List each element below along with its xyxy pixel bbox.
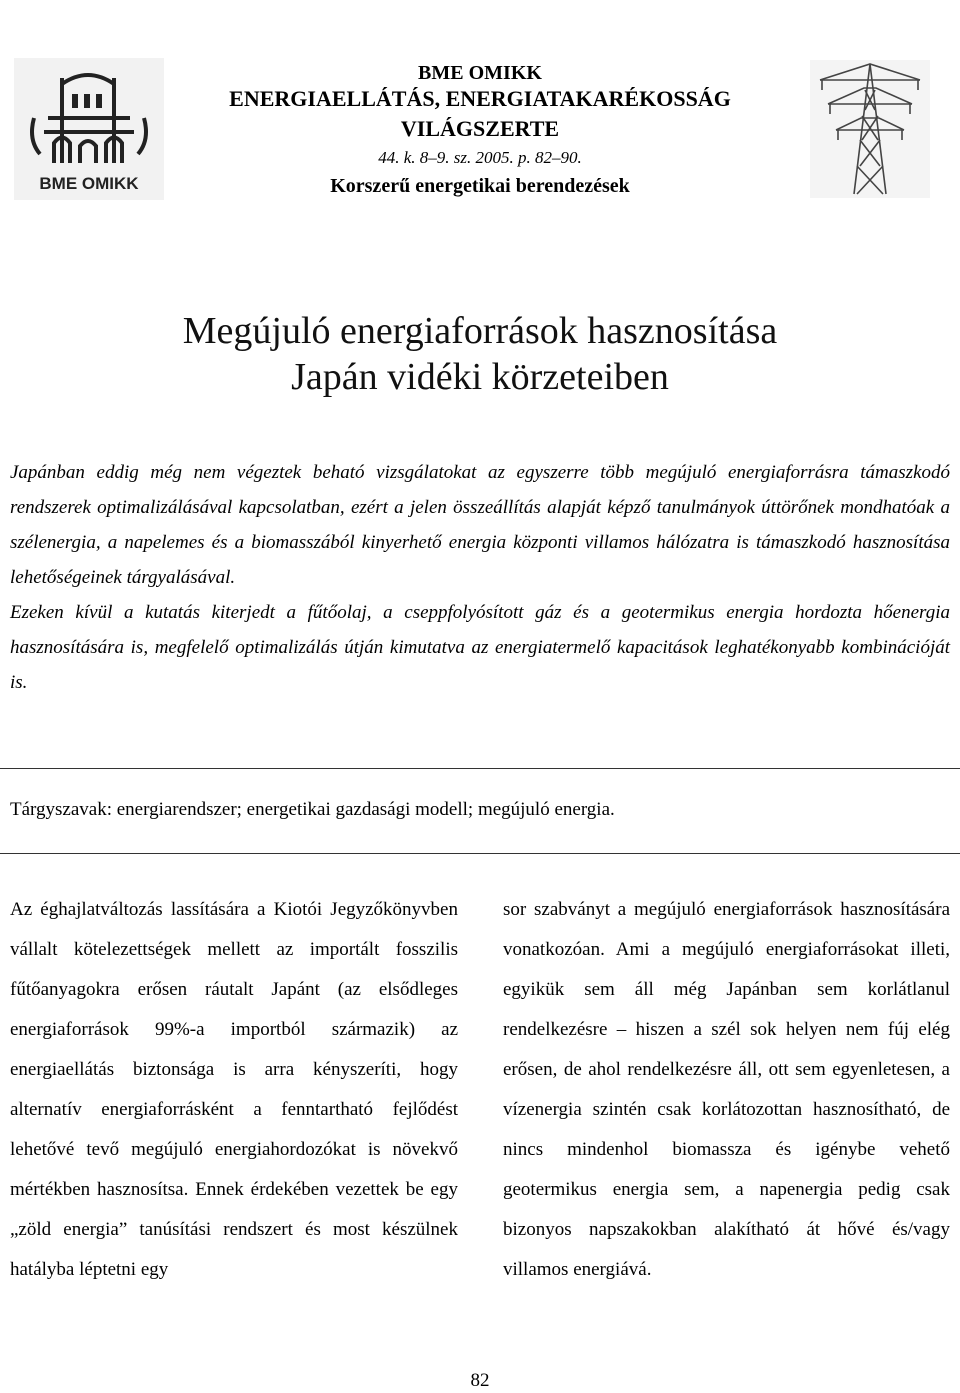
citation: 44. k. 8–9. sz. 2005. p. 82–90. [378,148,582,167]
divider-top [0,768,960,769]
power-pylon-icon [810,60,930,198]
abstract-paragraph-1: Japánban eddig még nem végeztek beható vizsgálatokat az egyszerre több megújuló energiaforrásra támaszkodó rendszerek optimalizálásával kapcsolatban, ezért a jelen összeállítás alapját képző tanulmányok úttörőnek mondhatóak a szélenergia, a napelemes és a biomasszából kinyerhető energia központi villamos hálózatra is támaszkodó hasznosítása lehetőségeinek tárgyalásával. [10,462,950,588]
page-number: 82 [470,1370,490,1391]
svg-text:BME OMIKK: BME OMIKK [39,174,139,193]
publication-header [160,62,800,200]
section-title: Korszerű energetikai berendezések [330,175,630,197]
series-title-line1: ENERGIAELLÁTÁS, ENERGIATAKARÉKOSSÁG [229,86,731,111]
divider-bottom [0,853,960,854]
body-column-left: Az éghajlatváltozás lassítására a Kiotói Jegyzőkönyvben vállalt kötelezettségek mellett az importált fosszilis fűtőanyagokra erősen ráutalt Japánt (az elsődleges energiaforrások 99%-a importból származik) az energiaellátás biztonsága is arra kényszeríti, hogy alternatív energiaforrásként a fenntartható fejlődést lehetővé tevő megújuló energiahordozókat is növekvő mértékben hasznosítsa. Ennek érdekében vezettek be egy „zöld energia” tanúsítási rendszert és most készülnek hatályba léptetni egy [10,899,458,1280]
body-column-right: sor szabványt a megújuló energiaforrások hasznosítására vonatkozóan. Ami a megújuló energiaforrásokat illeti, egyikük sem áll még Japánban sem korlátlanul rendelkezésre – hiszen a szél sok helyen nem fúj elég erősen, de ahol rendelkezésre áll, ott sem egyenletesen, a vízenergia szintén csak korlátozottan hasznosítható, de nincs mindenhol biomassza és igénybe vehető geotermikus energia sem, a napenergia pedig csak bizonyos napszakokban alakítható át hővé és/vagy villamos energiává. [503,899,950,1280]
article-title-line1: Megújuló energiaforrások hasznosítása [182,310,778,352]
abstract-paragraph-2: Ezeken kívül a kutatás kiterjedt a fűtőolaj, a cseppfolyósított gáz és a geotermikus energia hordozta hőenergia hasznosítására is, megfelelő optimalizálás útján kimutatva az energiatermelő kapacitások leghatékonyabb kombinációját is. [10,602,950,693]
series-title-line2: VILÁGSZERTE [400,116,560,141]
abstract [10,455,950,700]
article-title-line2: Japán vidéki körzeteiben [291,356,669,398]
org-name: BME OMIKK [418,62,542,84]
bme-omikk-logo-icon [14,58,164,200]
keywords: Tárgyszavak: energiarendszer; energetikai gazdasági modell; megújuló energia. [10,799,615,820]
article-title [0,308,960,400]
